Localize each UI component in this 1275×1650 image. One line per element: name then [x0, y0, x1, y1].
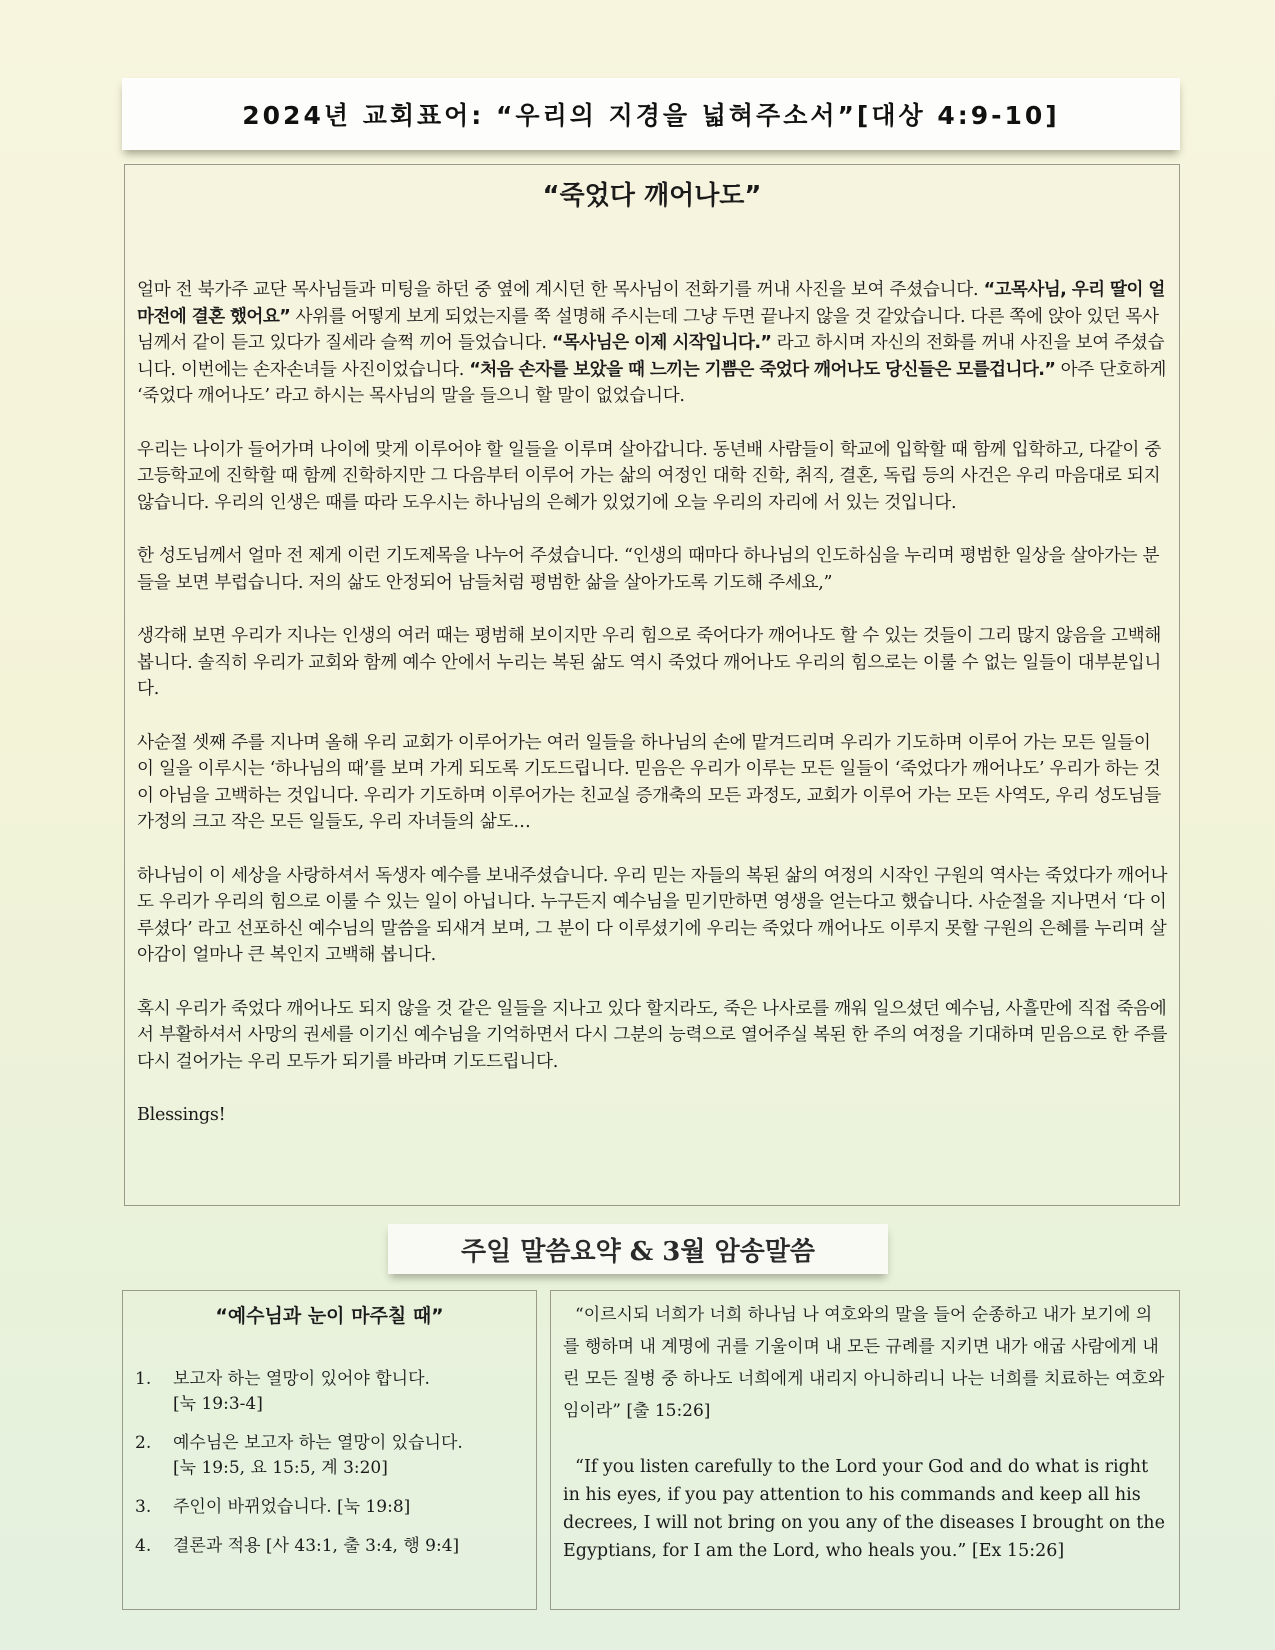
quote-bold-text: “목사님은 이제 시작입니다.” — [551, 333, 772, 353]
sermon-point-reference: [눅 19:5, 요 15:5, 계 3:20] — [173, 1458, 388, 1478]
sermon-point — [135, 1534, 526, 1559]
sermon-point-text: 주인이 바뀌었습니다. [눅 19:8] — [173, 1497, 411, 1517]
sermon-point-number: 1. — [135, 1369, 152, 1389]
sermon-point-number: 2. — [135, 1433, 152, 1453]
sermon-point — [135, 1495, 526, 1520]
summary-banner — [388, 1224, 888, 1274]
motto-banner — [122, 78, 1180, 150]
memory-verse-box — [550, 1290, 1180, 1610]
letter-paragraph-1 — [137, 277, 1171, 410]
sermon-point — [135, 1367, 526, 1417]
letter-paragraph-6: 하나님이 이 세상을 사랑하셔서 독생자 예수를 보내주셨습니다. 우리 믿는 자들의 복된 삶의 여정의 시작인 구원의 역사는 죽었다가 깨어나도 우리가 우리의 힘으로 이룰 수 있는 일이 아닙니다. 누구든지 예수님을 믿기만하면 영생을 얻는다고 했습니다. 사순절을 지나면서 ‘다 이루셨다’ 라고 선포하신 예수님의 말씀을 되새겨 보며, 그 분이 다 이루셨기에 우리는 죽었다 깨어나도 이루지 못할 구원의 은혜를 누리며 살아감이 얼마나 큰 복인지 고백해 봅니다. — [137, 865, 1168, 965]
paragraph-text: 아주 단호하게 ‘죽었다 깨어나도’ 라고 하시는 목사님의 말을 들으니 할 말이 없었습니다. — [137, 359, 1167, 406]
letter-paragraph-3: 한 성도님께서 얼마 전 제게 이런 기도제목을 나누어 주셨습니다. “인생의 때마다 하나님의 인도하심을 누리며 평범한 일상을 살아가는 분들을 보면 부럽습니다. 저의 삶도 안정되어 남들처럼 평범한 삶을 살아가도록 기도해 주세요,” — [137, 546, 1160, 593]
memory-verse-korean: “이르시되 너희가 너희 하나님 나 여호와의 말을 들어 순종하고 내가 보기에 의를 행하며 내 계명에 귀를 기울이며 내 모든 규례를 지키면 내가 애굽 사람에게 내린 모든 질병 중 하나도 너희에게 내리지 아니하리니 나는 너희를 치료하는 여호와임이라” [출 15:26] — [563, 1305, 1165, 1421]
sermon-point-reference: [눅 19:3-4] — [173, 1394, 263, 1414]
sermon-title: “예수님과 눈이 마주칠 때” — [215, 1305, 444, 1327]
letter-paragraph-4: 생각해 보면 우리가 지나는 인생의 여러 때는 평범해 보이지만 우리 힘으로 죽어다가 깨어나도 할 수 있는 것들이 그리 많지 않음을 고백해 봅니다. 솔직히 우리가 교회와 함께 예수 안에서 누리는 복된 삶도 역시 죽었다 깨어나도 우리의 힘으로는 이룰 수 없는 일들이 대부분입니다. — [137, 626, 1162, 699]
motto-title: 2024년 교회표어: “우리의 지경을 넓혀주소서”[대상 4:9-10] — [242, 101, 1060, 130]
sermon-point-text: 보고자 하는 열망이 있어야 합니다. — [173, 1369, 430, 1389]
sermon-summary-box — [122, 1290, 537, 1610]
letter-paragraph-2: 우리는 나이가 들어가며 나이에 맞게 이루어야 할 일들을 이루며 살아갑니다. 동년배 사람들이 학교에 입학할 때 함께 입학하고, 다같이 중고등학교에 진학할 때 함께 진학하지만 그 다음부터 이루어 가는 삶의 여정인 대학 진학, 취직, 결혼, 독립 등의 사건은 우리 마음대로 되지 않습니다. 우리의 인생은 때를 따라 도우시는 하나님의 은혜가 있었기에 오늘 우리의 자리에 서 있는 것입니다. — [137, 439, 1162, 513]
letter-body — [137, 277, 1171, 1156]
quote-bold-text: “고목사님, 우리 딸이 얼마전에 결혼 했어요” — [137, 280, 1165, 327]
quote-bold-text: “처음 손자를 보았을 때 느끼는 기쁨은 죽었다 깨어나도 당신들은 모를겁니다.” — [469, 359, 1056, 380]
sermon-point — [135, 1431, 526, 1481]
letter-title: “죽었다 깨어나도” — [542, 181, 762, 211]
letter-paragraph-5: 사순절 셋째 주를 지나며 올해 우리 교회가 이루어가는 여러 일들을 하나님의 손에 맡겨드리며 우리가 기도하며 이루어 가는 모든 일들이 이 일을 이루시는 ‘하나님의 때’를 보며 가게 되도록 기도드립니다. 믿음은 우리가 이루는 모든 일들이 ‘죽었다가 깨어나도’ 우리가 하는 것이 아님을 고백하는 것입니다. 우리가 기도하며 이루어가는 친교실 증개축의 모든 과정도, 교회가 이루어 가는 모든 사역도, 우리 성도님들 가정의 크고 작은 모든 일들도, 우리 자녀들의 삶도… — [137, 732, 1162, 832]
summary-title: 주일 말씀요약 & 3월 암송말씀 — [460, 1236, 816, 1267]
sermon-points-list — [135, 1367, 526, 1573]
memory-verse-english: “If you listen carefully to the Lord your God and do what is right in his eyes, if you pay attention to his commands and keep all his decrees, I will not bring on you any of the diseases I brought on the Egyptians, for I am the Lord, who heals you.” [Ex 15:26] — [563, 1457, 1165, 1561]
sermon-point-number: 3. — [135, 1497, 152, 1517]
sermon-point-text: 결론과 적용 [사 43:1, 출 3:4, 행 9:4] — [173, 1536, 460, 1556]
paragraph-text: 사위를 어떻게 보게 되었는지를 쭉 설명해 주시는데 그냥 두면 끝나지 않을 것 같았습니다. 다른 쪽에 앉아 있던 목사님께서 같이 듣고 있다가 질세라 슬쩍 끼어 들었습니다. — [137, 306, 1159, 353]
paragraph-text: 라고 하시며 자신의 전화를 꺼내 사진을 보여 주셨습니다. 이번에는 손자손녀들 사진이었습니다. — [137, 333, 1165, 380]
sermon-point-number: 4. — [135, 1536, 152, 1556]
sermon-point-text: 예수님은 보고자 하는 열망이 있습니다. — [173, 1433, 463, 1453]
letter-paragraph-7: 혹시 우리가 죽었다 깨어나도 되지 않을 것 같은 일들을 지나고 있다 할지라도, 죽은 나사로를 깨워 일으셨던 예수님, 사흘만에 직접 죽음에서 부활하셔서 사망의 권세를 이기신 예수님을 기억하면서 다시 그분의 능력으로 열어주실 복된 한 주의 여정을 기대하며 믿음으로 한 주를 다시 걸어가는 우리 모두가 되기를 바라며 기도드립니다. — [137, 998, 1168, 1072]
pastor-letter — [124, 164, 1180, 1206]
letter-closing: Blessings! — [137, 1105, 226, 1125]
paragraph-text: 얼마 전 북가주 교단 목사님들과 미팅을 하던 중 옆에 계시던 한 목사님이 전화기를 꺼내 사진을 보여 주셨습니다. — [137, 280, 984, 300]
